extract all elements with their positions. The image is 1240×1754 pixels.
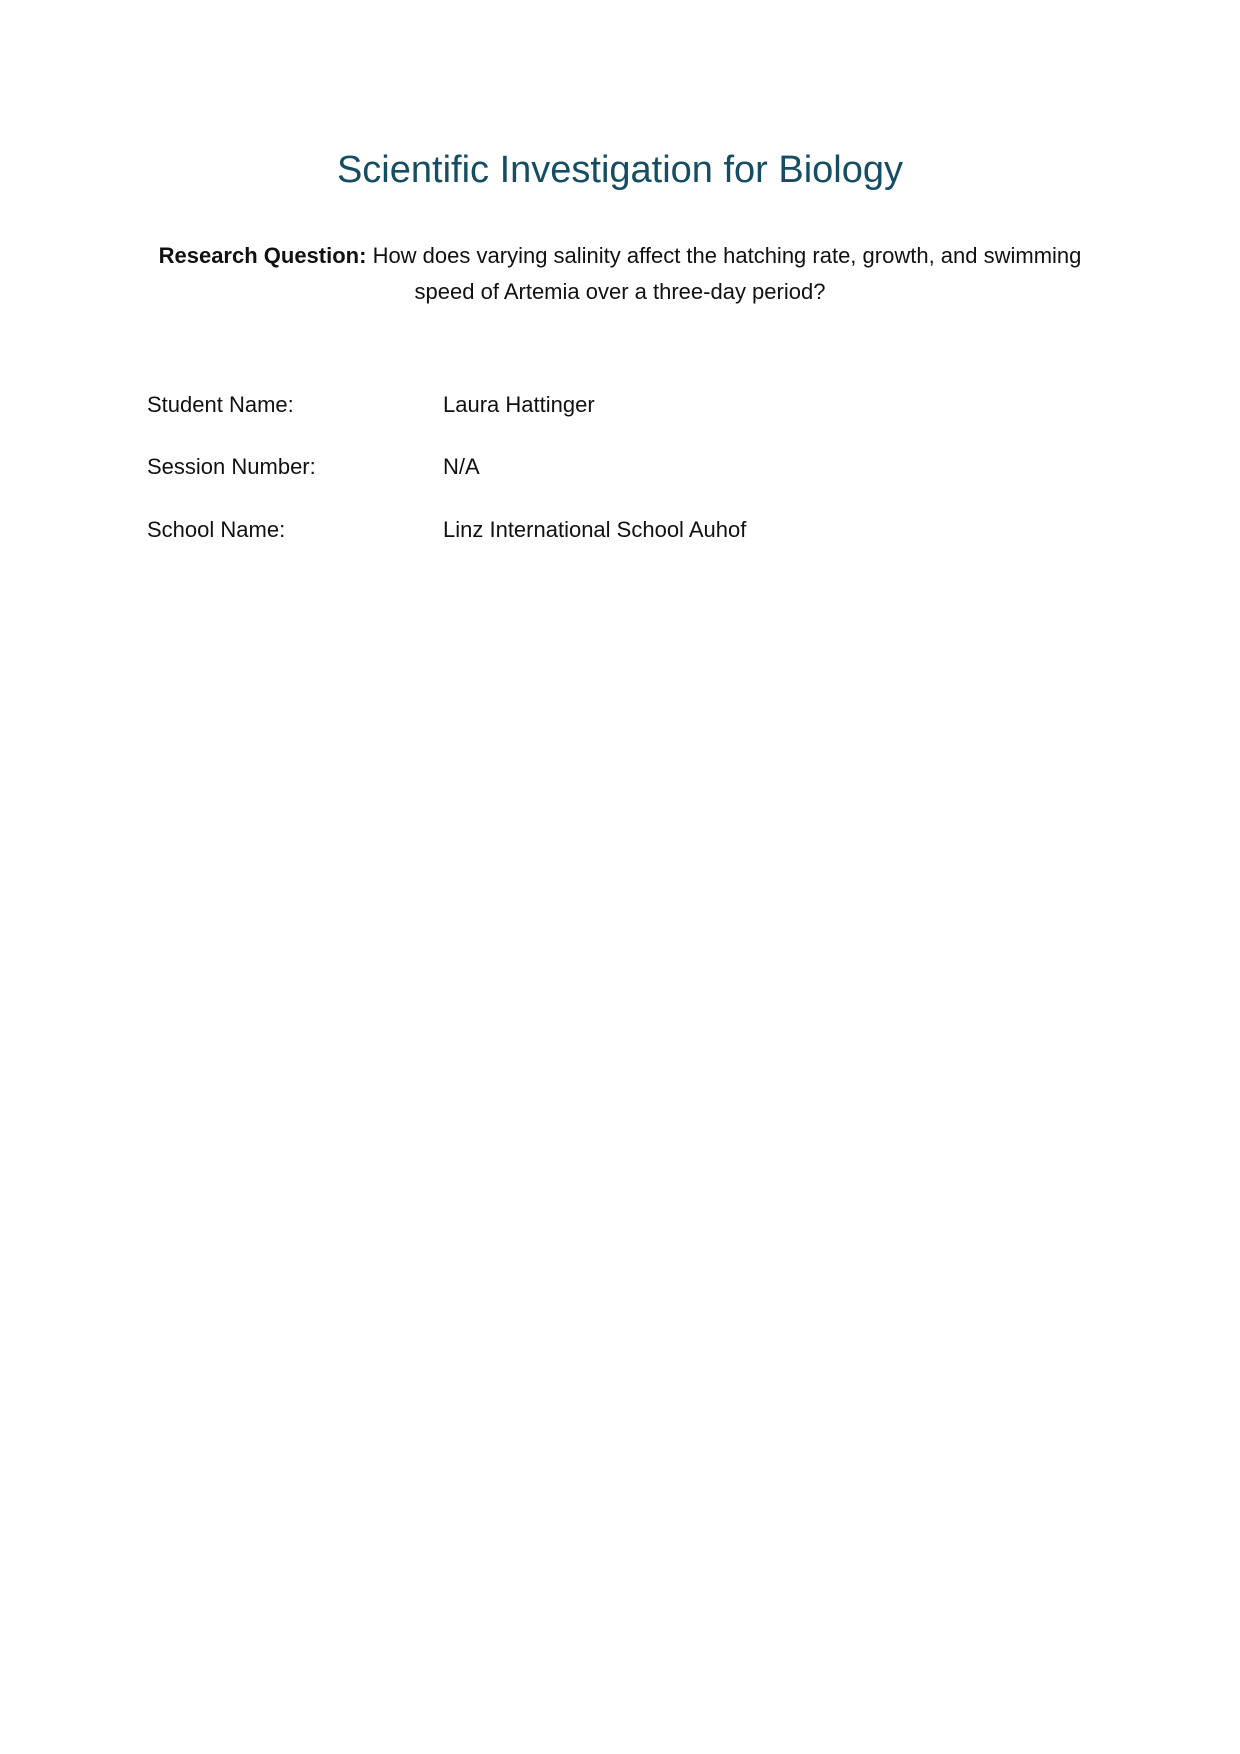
research-question bbox=[150, 238, 1090, 310]
student-name-label: Student Name: bbox=[147, 392, 294, 417]
session-number-row bbox=[147, 449, 1047, 485]
school-name-value: Linz International School Auhof bbox=[443, 517, 747, 542]
school-name-label: School Name: bbox=[147, 517, 286, 542]
student-name-row bbox=[147, 387, 1047, 423]
research-question-label: Research Question: bbox=[158, 243, 367, 268]
student-name-value: Laura Hattinger bbox=[443, 392, 595, 417]
school-name-row bbox=[147, 512, 1047, 548]
session-number-value: N/A bbox=[443, 454, 480, 479]
session-number-label: Session Number: bbox=[147, 454, 316, 479]
research-question-text: How does varying salinity affect the hatching rate, growth, and swimming speed of Artemia over a three-day period? bbox=[372, 243, 1082, 304]
document-title: Scientific Investigation for Biology bbox=[336, 149, 904, 191]
